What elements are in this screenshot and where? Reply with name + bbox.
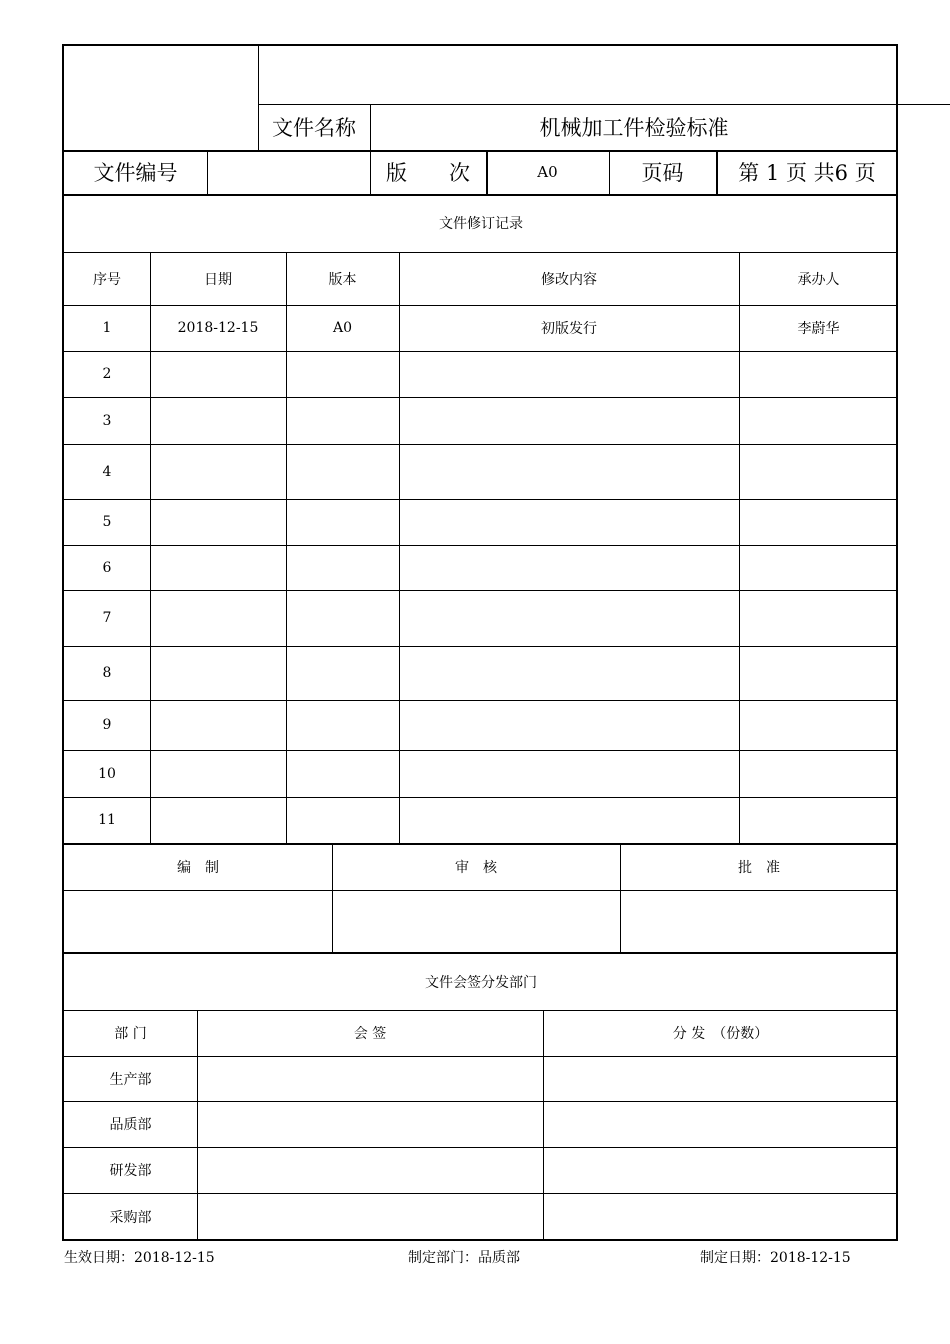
effective-date: 生效日期：2018-12-15: [64, 1250, 215, 1266]
distribution-distribute-field[interactable]: [544, 1148, 898, 1193]
distribution-distribute-field[interactable]: [544, 1194, 898, 1241]
revision-cell-date: 2018-12-15: [177, 320, 259, 336]
revision-header-content: 修改内容: [541, 271, 597, 288]
document-frame: [62, 44, 898, 1241]
revision-cell-content: 初版发行: [541, 321, 597, 337]
revision-cell-content: [399, 444, 739, 499]
revision-cell-seq: 2: [102, 366, 112, 382]
file-name-label: 文件名称: [272, 116, 356, 140]
revision-cell-version: [286, 750, 399, 797]
revision-cell-version: [286, 499, 399, 545]
revision-cell-handler: [739, 545, 898, 590]
distribution-distribute-field[interactable]: [544, 1102, 898, 1147]
revision-cell-version: [286, 646, 399, 700]
file-no-value: [207, 150, 370, 194]
review-signature-field[interactable]: [332, 891, 620, 952]
compile-label: 编 制: [177, 860, 219, 876]
revision-header-date: 日期: [204, 271, 232, 288]
revision-cell-handler: [739, 499, 898, 545]
distribution-department: 生产部: [109, 1071, 152, 1088]
revision-cell-date: [150, 397, 286, 444]
revision-header-version: 版本: [328, 271, 357, 288]
revision-cell-version: [286, 590, 399, 646]
revision-cell-version: [286, 397, 399, 444]
distribution-countersign-field[interactable]: [198, 1057, 543, 1101]
revision-cell-seq: 9: [102, 717, 112, 733]
revision-cell-seq: 7: [102, 610, 112, 626]
revision-cell-handler: [739, 797, 898, 843]
revision-header-handler: 承办人: [797, 271, 840, 288]
page-info: 第 1 页 共6 页: [738, 161, 876, 185]
revision-cell-content: [399, 700, 739, 750]
revision-cell-version: [286, 797, 399, 843]
distribution-department: 研发部: [109, 1163, 152, 1179]
revision-cell-version: A0: [332, 320, 353, 336]
revision-cell-content: [399, 797, 739, 843]
issuing-department: 制定部门：品质部: [408, 1250, 520, 1266]
revision-cell-handler: [739, 444, 898, 499]
revision-cell-date: [150, 797, 286, 843]
revision-cell-date: [150, 499, 286, 545]
revision-cell-date: [150, 750, 286, 797]
revision-cell-seq: 4: [102, 463, 112, 480]
revision-cell-content: [399, 750, 739, 797]
distribution-header-countersign: 会 签: [353, 1026, 387, 1042]
distribution-countersign-field[interactable]: [198, 1194, 543, 1241]
revision-cell-handler: [739, 700, 898, 750]
distribution-department: 采购部: [109, 1210, 152, 1226]
revision-cell-seq: 1: [102, 320, 112, 336]
revision-cell-date: [150, 545, 286, 590]
revision-cell-handler: [739, 397, 898, 444]
issue-date: 制定日期：2018-12-15: [700, 1250, 851, 1266]
file-no-label: 文件编号: [93, 161, 178, 185]
revision-cell-seq: 11: [98, 812, 116, 828]
revision-cell-seq: 3: [102, 412, 112, 429]
revision-cell-handler: [739, 351, 898, 397]
distribution-title: 文件会签分发部门: [425, 975, 537, 991]
revision-cell-seq: 6: [102, 559, 112, 576]
distribution-header-department: 部 门: [114, 1026, 147, 1042]
revision-cell-handler: 李蔚华: [797, 321, 840, 337]
revision-cell-content: [399, 646, 739, 700]
review-label: 审 核: [455, 860, 497, 876]
revision-header-seq: 序号: [93, 271, 121, 288]
file-name-value: 机械加工件检验标准: [539, 116, 729, 140]
page-label: 页码: [641, 161, 684, 185]
revision-cell-handler: [739, 750, 898, 797]
revision-cell-content: [399, 397, 739, 444]
distribution-department: 品质部: [109, 1117, 152, 1133]
version-label: 版 次: [386, 161, 470, 185]
revision-cell-version: [286, 700, 399, 750]
revision-cell-seq: 5: [102, 514, 112, 530]
distribution-distribute-field[interactable]: [544, 1057, 898, 1101]
revision-cell-content: [399, 499, 739, 545]
distribution-countersign-field[interactable]: [198, 1148, 543, 1193]
revision-cell-version: [286, 545, 399, 590]
revision-cell-seq: 10: [98, 765, 116, 782]
revision-cell-date: [150, 444, 286, 499]
revision-cell-date: [150, 700, 286, 750]
revision-cell-handler: [739, 590, 898, 646]
revision-cell-date: [150, 646, 286, 700]
revision-cell-version: [286, 351, 399, 397]
revision-cell-seq: 8: [102, 665, 112, 681]
compile-signature-field[interactable]: [64, 891, 332, 952]
revision-cell-version: [286, 444, 399, 499]
approve-label: 批 准: [738, 860, 780, 876]
revision-cell-date: [150, 351, 286, 397]
revision-cell-content: [399, 351, 739, 397]
distribution-header-distribute: 分 发 （份数）: [672, 1026, 769, 1042]
revision-cell-content: [399, 590, 739, 646]
revision-cell-content: [399, 545, 739, 590]
revision-cell-date: [150, 590, 286, 646]
distribution-countersign-field[interactable]: [198, 1102, 543, 1147]
approve-signature-field[interactable]: [620, 891, 898, 952]
revision-cell-handler: [739, 646, 898, 700]
revision-title: 文件修订记录: [439, 216, 523, 232]
version-value: A0: [537, 163, 558, 181]
